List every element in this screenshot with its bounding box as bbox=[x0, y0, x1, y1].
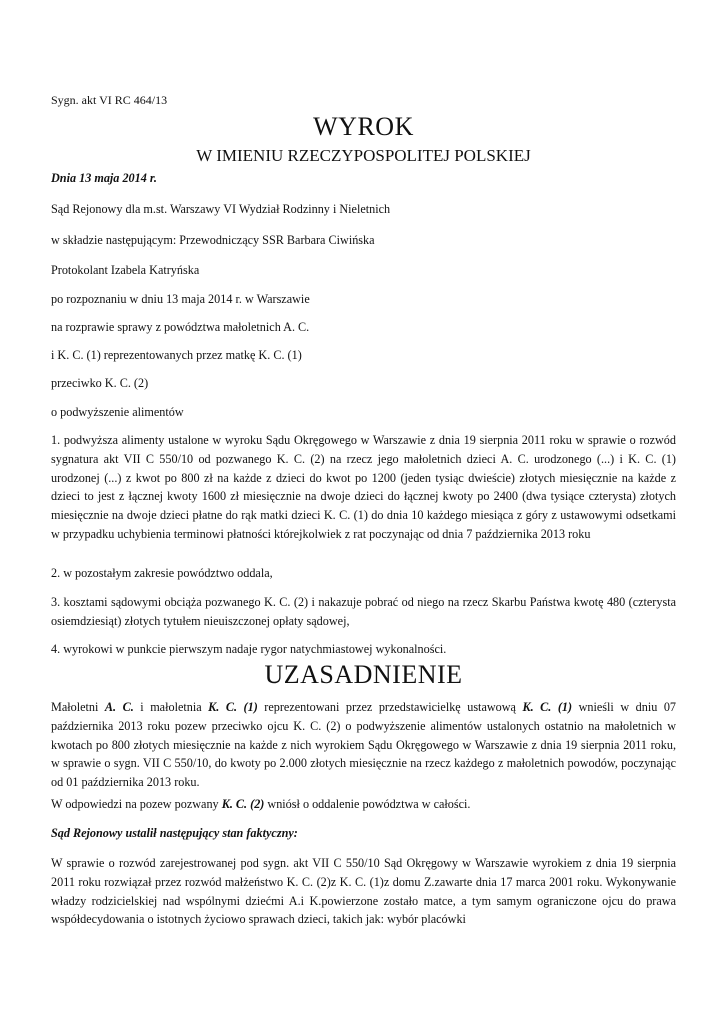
plaintiffs-line: i K. C. (1) reprezentowanych przez matkę K. C. (1) bbox=[51, 348, 302, 362]
ruling-point-3: 3. kosztami sądowymi obciąża pozwanego K. C. (2) i nakazuje pobrać od niego na rzecz Skarbu Państwa kwotę 480 (czterysta osiemdziesiąt) złotych tytułem nieuiszczonej opłaty sądowej, bbox=[51, 595, 676, 628]
justification-paragraph-1: Małoletni A. C. i małoletnia K. C. (1) reprezentowani przez przedstawicielkę ustawową K. C. (1) wnieśli w dniu 07 października 2013 roku pozew przeciwko ojcu K. C. (2) o podwyższenie alimentów ustalonych ostatnio na małoletnich w kwotach po 800 złotych miesięcznie na każde z nich wyrokiem Sądu Okręgowego w Warszawie z dnia 19 sierpnia 2011 roku, w sprawie o sygn. VII C 550/10, do kwoty po 2.000 złotych miesięcznie na rzecz każdego z małoletnich powodów, poczynając od 01 października 2013 roku. bbox=[51, 700, 677, 790]
claim-line: na rozprawie sprawy z powództwa małoletnich A. C. bbox=[51, 320, 310, 334]
justification-title: UZASADNIENIE bbox=[264, 660, 463, 689]
justification-paragraph-3: W sprawie o rozwód zarejestrowanej pod sygn. akt VII C 550/10 Sąd Okręgowy w Warszawie wyrokiem z dnia 19 sierpnia 2011 roku rozwiązał przez rozwód małżeństwo K. C. (2)z K. C. (1)z domu Z.zawarte dnia 17 marca 2001 roku. Wykonywanie władzy rodzicielskiej nad wspólnymi dziećmi A.i K.powierzone zostało matce, a tym samym ograniczone ojcu do prawa współdecydowania o istotnych życiowo sprawach dzieci, takich jak: wybór placówki bbox=[51, 856, 676, 927]
case-signature: Sygn. akt VI RC 464/13 bbox=[51, 93, 168, 107]
clerk-line: Protokolant Izabela Katryńska bbox=[51, 263, 200, 277]
panel-line: w składzie następującym: Przewodniczący SSR Barbara Ciwińska bbox=[51, 233, 375, 247]
court-line: Sąd Rejonowy dla m.st. Warszawy VI Wydział Rodzinny i Nieletnich bbox=[51, 202, 391, 216]
judgment-title: WYROK bbox=[313, 112, 414, 141]
justification-paragraph-2: W odpowiedzi na pozew pozwany K. C. (2) wniósł o oddalenie powództwa w całości. bbox=[51, 797, 471, 811]
ruling-point-2: 2. w pozostałym zakresie powództwo oddala, bbox=[51, 566, 273, 580]
defendant-line: przeciwko K. C. (2) bbox=[51, 376, 149, 390]
ruling-point-1: 1. podwyższa alimenty ustalone w wyroku Sądu Okręgowego w Warszawie z dnia 19 sierpnia 2011 roku w sprawie o rozwód sygnatura akt VII C 550/10 od pozwanego K. C. (2) na rzecz jego małoletnich dzieci A. C. urodzonego (...) i K. C. (1) urodzonej (...) z kwot po 800 zł na każde z dzieci do kwot po 1200 (jeden tysiąc dwieście) złotych miesięcznie na każde z dzieci to jest z łącznej kwoty 1600 zł miesięcznie na dwoje dzieci do łącznej kwoty po 2400 (dwa tysiące czterysta) złotych miesięcznie na dwoje dzieci płatne do rąk matki dzieci K. C. (1) do dnia 10 każdego miesiąca z góry z ustawowymi odsetkami w przypadku uchybienia terminowi płatności którejkolwiek z rat poczynając od dnia 7 października 2013 roku bbox=[51, 433, 676, 541]
judgment-date: Dnia 13 maja 2014 r. bbox=[51, 171, 157, 185]
judgment-subtitle: W IMIENIU RZECZYPOSPOLITEJ POLSKIEJ bbox=[196, 146, 531, 165]
ruling-point-4: 4. wyrokowi w punkcie pierwszym nadaje rygor natychmiastowej wykonalności. bbox=[51, 642, 447, 656]
facts-heading: Sąd Rejonowy ustalił następujący stan faktyczny: bbox=[51, 826, 298, 840]
subject-line: o podwyższenie alimentów bbox=[51, 405, 184, 419]
hearing-line: po rozpoznaniu w dniu 13 maja 2014 r. w Warszawie bbox=[51, 292, 310, 306]
